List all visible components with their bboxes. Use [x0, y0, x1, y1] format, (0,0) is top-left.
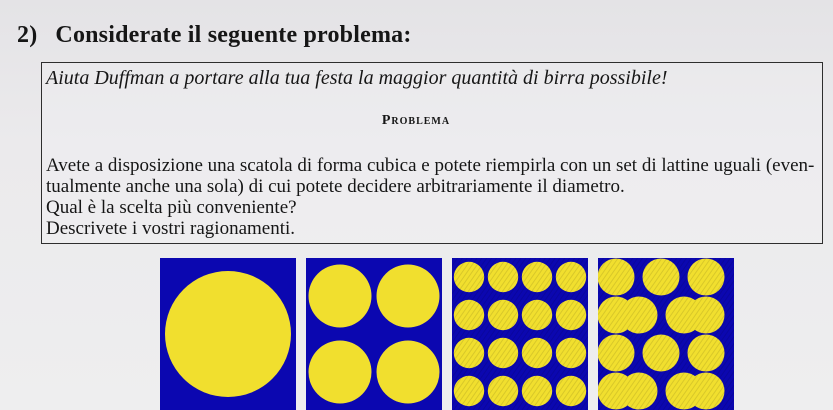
sixteen-cans-svg [452, 258, 588, 410]
twelve-cans-figure [598, 258, 734, 410]
problem-line: Avete a disposizione una scatola di forma cubica e potete riempirla con un set di lattine uguali (even- [46, 155, 815, 176]
can-circle [377, 265, 440, 328]
screen-moire-overlay [452, 258, 588, 410]
can-circle [377, 341, 440, 404]
exercise-number: 2) [17, 22, 38, 48]
problem-body [46, 155, 816, 239]
problem-line: Qual è la scelta più conveniente? [46, 197, 297, 218]
can-arrangement-figures [160, 258, 708, 410]
exercise-heading [17, 22, 412, 49]
sixteen-cans-figure [452, 258, 588, 410]
exercise-title: Considerate il seguente problema: [55, 22, 412, 48]
screen-moire-overlay [598, 258, 734, 410]
problem-line: Descrivete i vostri ragionamenti. [46, 218, 296, 239]
problem-box [41, 62, 823, 244]
four-cans-svg [306, 258, 442, 410]
can-circle [309, 341, 372, 404]
one-can-figure [160, 258, 296, 410]
can-circle [165, 271, 291, 397]
problem-intro: Aiuta Duffman a portare alla tua festa la maggior quantità di birra possibile! [46, 67, 668, 89]
four-cans-figure [306, 258, 442, 410]
twelve-cans-svg [598, 258, 734, 410]
one-can-svg [160, 258, 296, 410]
problem-line: tualmente anche una sola) di cui potete decidere arbitrariamente il diametro. [46, 176, 625, 197]
problem-section-title: Problema [381, 113, 451, 128]
can-circle [309, 265, 372, 328]
